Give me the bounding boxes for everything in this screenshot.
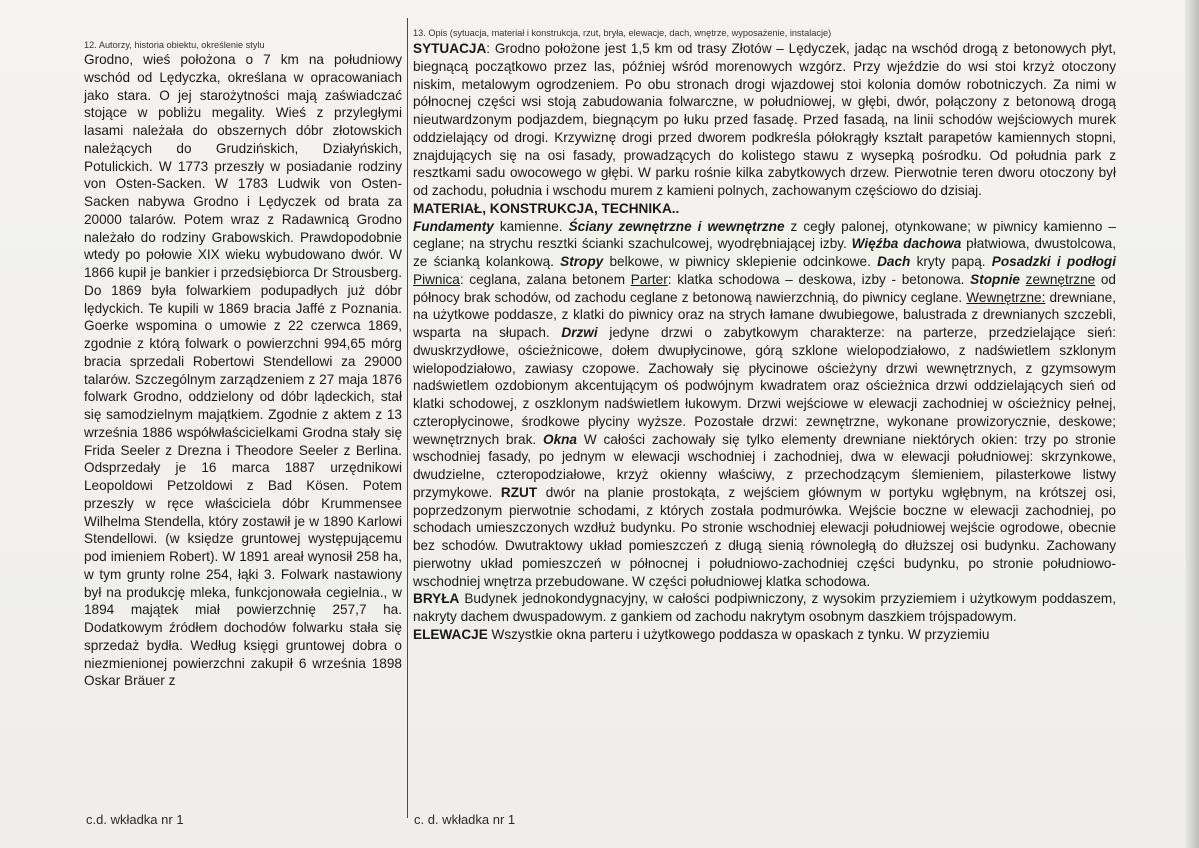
fundamenty-text: kamienne.	[493, 218, 569, 234]
parter-label: Parter	[630, 271, 668, 287]
history-text	[84, 51, 402, 690]
sytuacja-label: SYTUACJA	[413, 41, 487, 56]
zewnetrzne-label: zewnętrzne	[1025, 271, 1096, 287]
sciany-text: z cegły palonej, otynkowane; w piwnicy kamienno – ceglane; na strychu resztki ścianki szachulcowej, wyodrębniającej izby.	[413, 218, 1116, 252]
sytuacja-paragraph	[413, 40, 1116, 200]
okna-label: Okna	[543, 431, 577, 447]
stopnie-label: Stopnie	[970, 271, 1020, 287]
column-divider	[407, 18, 408, 818]
parter-text: : klatka schodowa – deskowa, izby - betonowa.	[667, 271, 971, 287]
wiezba-label: Więźba dachowa	[851, 236, 962, 252]
dach-label: Dach	[877, 254, 911, 269]
bryla-paragraph	[413, 590, 1116, 626]
sytuacja-text: : Grodno położone jest 1,5 km od trasy Złotów – Lędyczek, jadąc na wschód drogą z betonowych płyt, biegnącą początkowo przez las, później wśród morenowych wzgórz. Przy wjeździe do wsi stoi krzyż otoczony niskim, metalowym ogrodzeniem. Po obu stronach drogi wjazdowej stoi kolonia domów robotniczych. Za nimi w północnej części wsi stoją zabudowania folwarczne, w południowej, w głębi, dwór, połączony z betonową drogą nieutwardzonym podjazdem, biegnącym po łuku przed fasadę. Przed fasadą, na linii schodów wejściowych murek oddzielający od drogi. Krzywiznę drogi przed dworem podkreśla półokrągły kształt parapetów kamiennych stopni, znajdujących się na osi fasady, prowadzących do kolistego stawu z wysepką pośrodku. Od południa park z resztkami sadu owocowego w głębi. W parku rośnie kilka zabytkowych drzew. Pierwotnie teren dworu otoczony był od zachodu, południa i wschodu murem z kamieni polnych, zachowanym częściowo do dzisiaj.	[413, 41, 1116, 198]
description-column	[413, 28, 1116, 644]
zewnetrzne-text: od północy brak schodów, od zachodu ceglane z betonową nawierzchnią, do piwnicy ceglane.	[413, 271, 1116, 305]
rzut-text: dwór na planie prostokąta, z wejściem głównym w portyku wgłębnym, na krótszej osi, poprzedzonym pierwotnie schodami, z których została podmurówka. Wejście boczne w elewacji zachodniej, po schodach umieszczonych wzdłuż budynku. Po stronie wschodniej elewacji południowej wejście ogrodowe, obecnie bez schodów. Dwutraktowy układ pomieszczeń z długą sienią równoległą do dłuższej osi budynku. Zachowany pierwotny układ pomieszczeń w północnej i południowo-zachodniej części budynku, po stronie południowo- wschodniej wnętrza przebudowane. W części południowej klatka schodowa.	[413, 484, 1116, 589]
piwnica-label: Piwnica	[413, 271, 460, 287]
history-heading: 12. Autorzy, historia obiektu, określenie stylu	[84, 40, 265, 50]
fundamenty-label: Fundamenty	[413, 218, 494, 234]
material-label: MATERIAŁ, KONSTRUKCJA, TECHNIKA..	[413, 200, 680, 216]
right-footer-note: c. d. wkładka nr 1	[414, 812, 516, 827]
elewacje-label: ELEWACJE	[413, 626, 488, 642]
posadzki-label: Posadzki i podłogi	[991, 254, 1117, 269]
wiezba-text: płatwiowa, dwustolcowa, ze ścianką kolankową.	[413, 236, 1117, 269]
sciany-label: Ściany zewnętrzne i wewnętrzne	[568, 218, 785, 234]
stropy-text: belkowe, w piwnicy sklepienie odcinkowe.	[603, 254, 878, 269]
wewnetrzne-text: drewniane, na użytkowe poddasze, z klatki do piwnicy oraz na strych łamane dwubiegowe, balustrada z drewnianych szczebli, wsparta na słupach.	[413, 289, 1116, 340]
elewacje-text: Wszystkie okna parteru i użytkowego poddasza w opaskach z tynku. W przyziemiu	[487, 626, 990, 642]
piwnica-text: : ceglana, zalana betonem	[459, 271, 631, 287]
material-paragraph	[413, 218, 1116, 591]
dach-text: kryty papą.	[910, 254, 992, 269]
page-edge-shadow	[1185, 0, 1199, 848]
description-text	[413, 40, 1116, 644]
description-heading: 13. Opis (sytuacja, materiał i konstrukcja, rzut, bryła, elewacje, dach, wnętrze, wyposażenie, instalacje)	[413, 28, 832, 38]
material-heading-paragraph	[413, 200, 1116, 218]
okna-text: W całości zachowały się tylko elementy drewniane niektórych okien: trzy po stronie wschodniej fasady, po jednym w elewacji wschodniej i zachodniej, dwa w elewacji południowej: skrzynkowe, dwudzielne, czteropodziałowe, krzyż okienny właściwy, z przechodzącym ślemieniem, pilasterkowe listwy przymykowe.	[413, 431, 1116, 500]
drzwi-text: jedyne drzwi o zabytkowym charakterze: na parterze, przedzielające sień: dwuskrzydłowe, ościeżnicowe, dołem dwupłycinowe, górą szklone wielopodziałowo, z nadświetlem szklonym wielopodziałowo, zawiasy czopowe. Zachowały się płycinowe ościeżyny drzwi wewnętrznych, z gzymsowym nadświetlem ozdobionym akcentującym oś podwójnym kwadratem oraz ościeżnica drzwi oddzielających sień od klatki schodowej, z oszklonym nadświetlem łukowym. Drzwi wejściowe w elewacji zachodniej w ościeżnicy pełnej, czteropłycinowe, środkowe płyciny wyższe. Pozostałe drzwi: zewnętrzne, wykonane prowizorycznie, deskowe; wewnętrznych brak.	[413, 325, 1116, 447]
history-paragraph: Grodno, wieś położona o 7 km na południowy wschód od Lędyczka, określana w opracowaniach jako stara. O jej starożytności mają zaświadczać stojące w pobliżu megality. Wieś z przyległymi lasami należała do obszernych dóbr złotowskich należących do Grudzińskich, Działyńskich, Potulickich. W 1773 przeszły w posiadanie rodziny von Osten-Sacken. W 1783 Ludwik von Osten-Sacken nabywa Grodno i Lędyczek od brata za 20000 talarów. Potem wraz z Radawnicą Grodno należało do rodziny Grabowskich. Prawdopodobnie wtedy po połowie XIX wieku wybudowano dwór. W 1866 kupił je bankier i przedsiębiorca Dr Strousberg. Do 1869 była folwarkiem podupadłych już dóbr lędyckich. Te kupili w 1869 bracia Jaffé z Poznania. Goerke wspomina o umowie z 22 czerwca 1869, zgodnie z którą folwark o powierzchni 994,65 mórg bracia sprzedali Robertowi Stendellowi za 29000 talarów. Szczególnym zarządzeniem z 27 maja 1876 folwark Grodno, oddzielony od dóbr lądeckich, stał się samodzielnym majątkiem. Zgodnie z aktem z 13 września 1886 współwłaścicielkami Grodna stały się Frida Seeler z Drezna i Theodore Seeler z Berlina. Odsprzedały je 16 marca 1887 urzędnikowi Leopoldowi Petzoldowi z Bad Kösen. Potem przeszły w ręce właściciela dóbr Krummensee Wilhelma Stendella, który zostawił je w 1890 Karlowi Stendellowi. (w księdze gruntowej występującemu pod imieniem Robert). W 1891 areał wynosił 258 ha, w tym grunty rolne 254, łąki 3. Folwark nastawiony był na produkcję mleka, funkcjonowała cegielnia., w 1894 majątek miał powierzchnię 257,7 ha. Dodatkowym źródłem dochodów folwarku stała się sprzedaż bydła. Według księgi gruntowej dobra o niezmienionej powierzchni zakupił 6 września 1898 Oskar Bräuer z	[84, 52, 402, 689]
bryla-label: BRYŁA	[413, 591, 460, 607]
left-footer-note: c.d. wkładka nr 1	[86, 812, 184, 827]
elewacje-paragraph	[413, 626, 1116, 644]
history-column	[84, 40, 402, 690]
bryla-text: Budynek jednokondygnacyjny, w całości podpiwniczony, z wysokim przyziemiem i użytkowym poddaszem, nakryty dachem dwuspadowym. z gankiem od zachodu nakrytym osobnym daszkiem trójspadowym.	[413, 591, 1116, 624]
stropy-label: Stropy	[560, 254, 604, 269]
rzut-label: RZUT	[500, 484, 538, 500]
drzwi-label: Drzwi	[561, 325, 598, 340]
wewnetrzne-label: Wewnętrzne:	[966, 289, 1046, 305]
